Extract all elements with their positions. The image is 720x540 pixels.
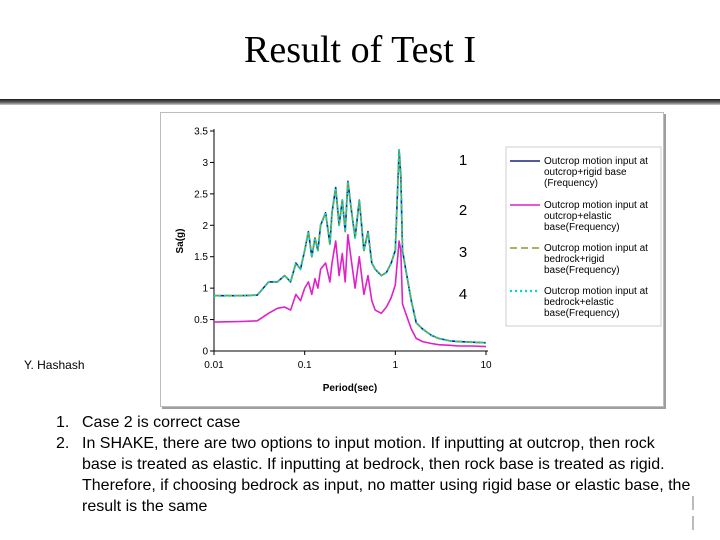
legend-label: Outcrop motion input at outcrop+elastic base(Frequency) [544, 200, 648, 233]
curve-marker-1: 1 [458, 152, 468, 169]
y-axis-label: Sa(g) [175, 228, 186, 254]
legend-label: Outcrop motion input at outcrop+rigid base (Frequency) [544, 156, 648, 189]
y-tick-label: 1 [202, 283, 208, 295]
legend-label: Outcrop motion input at bedrock+rigid base(Frequency) [544, 243, 648, 276]
y-tick-label: 0.5 [194, 315, 208, 327]
y-tick-label: 3.5 [194, 126, 208, 138]
note-number: 2. [56, 435, 70, 452]
note-text: Case 2 is correct case [82, 414, 241, 431]
author-credit: Y. Hashash [24, 358, 85, 372]
notes-list [52, 412, 692, 517]
x-tick-label: 10 [480, 360, 492, 371]
note-item [52, 433, 692, 517]
y-tick-label: 1.5 [194, 252, 208, 264]
curve-marker-3: 3 [458, 244, 468, 261]
response-spectrum-chart [161, 113, 663, 406]
slide-edge-mark [692, 516, 694, 530]
y-tick-label: 2.5 [194, 189, 208, 201]
x-axis-label: Period(sec) [322, 383, 378, 394]
note-number: 1. [56, 414, 70, 431]
x-tick-label: 0.01 [204, 360, 224, 371]
series-line-2 [214, 235, 486, 347]
x-tick-label: 1 [392, 360, 399, 371]
legend-label: Outcrop motion input at bedrock+elastic base(Frequency) [544, 286, 648, 319]
y-tick-label: 0 [202, 346, 208, 358]
y-tick-label: 3 [202, 157, 208, 169]
curve-marker-2: 2 [458, 202, 468, 219]
note-text: In SHAKE, there are two options to input motion. If inputting at outcrop, then rock base is treated as elastic. If inputting at bedrock, then rock base is treated as rigid. Therefore, if choosing bedrock as input, no matter using rigid base or elastic base, the result is the same [82, 435, 691, 515]
title-divider [0, 99, 720, 105]
chart-panel [160, 112, 664, 407]
slide-edge-mark [692, 496, 694, 510]
note-item [52, 412, 692, 433]
x-tick-label: 0.1 [297, 360, 312, 371]
curve-marker-4: 4 [458, 286, 468, 303]
y-tick-label: 2 [202, 220, 208, 232]
slide-title: Result of Test I [243, 29, 476, 71]
